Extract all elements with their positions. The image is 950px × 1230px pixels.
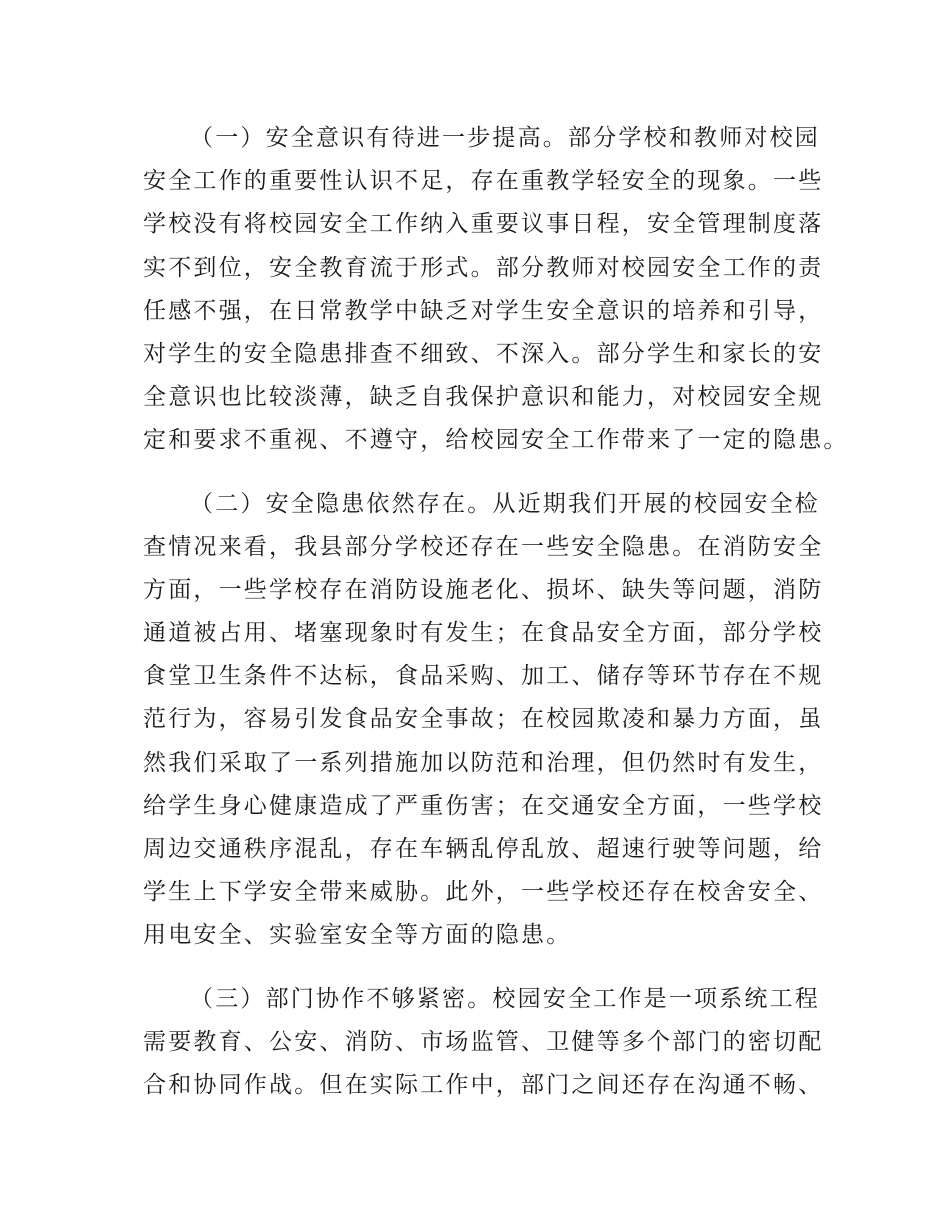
paragraph-line: 合和协同作战。但在实际工作中，部门之间还存在沟通不畅、	[143, 1071, 824, 1098]
paragraph-line: 定和要求不重视、不遵守，给校园安全工作带来了一定的隐患。	[143, 427, 849, 454]
paragraph-line: 通道被占用、堵塞现象时有发生；在食品安全方面，部分学校	[143, 620, 824, 647]
paragraph-line: （三）部门协作不够紧密。校园安全工作是一项系统工程	[190, 985, 820, 1012]
paragraph-line: 对学生的安全隐患排查不细致、不深入。部分学生和家长的安	[143, 340, 824, 367]
paragraph-line: 需要教育、公安、消防、市场监管、卫健等多个部门的密切配	[143, 1028, 824, 1055]
paragraph-line: 方面，一些学校存在消防设施老化、损坏、缺失等问题，消防	[143, 576, 824, 603]
paragraph-line: 查情况来看，我县部分学校还存在一些安全隐患。在消防安全	[143, 533, 824, 560]
paragraph-line: 实不到位，安全教育流于形式。部分教师对校园安全工作的责	[143, 254, 824, 281]
paragraph-line: 然我们采取了一系列措施加以防范和治理，但仍然时有发生，	[143, 749, 824, 776]
paragraph-line: 用电安全、实验室安全等方面的隐患。	[143, 922, 572, 949]
paragraph-line: 学校没有将校园安全工作纳入重要议事日程，安全管理制度落	[143, 211, 824, 238]
paragraph-line: （一）安全意识有待进一步提高。部分学校和教师对校园	[190, 125, 820, 151]
paragraph-line: 食堂卫生条件不达标，食品采购、加工、储存等环节存在不规	[143, 663, 824, 690]
paragraph-line: 范行为，容易引发食品安全事故；在校园欺凌和暴力方面，虽	[143, 706, 824, 733]
paragraph-line: 周边交通秩序混乱，存在车辆乱停乱放、超速行驶等问题，给	[143, 836, 824, 862]
paragraph-line: 全意识也比较淡薄，缺乏自我保护意识和能力，对校园安全规	[143, 384, 824, 411]
paragraph-department-coordination	[143, 978, 823, 1108]
paragraph-safety-awareness	[143, 117, 849, 463]
paragraph-line: 学生上下学安全带来威胁。此外，一些学校还存在校舍安全、	[143, 879, 824, 906]
paragraph-line: 给学生身心健康造成了严重伤害；在交通安全方面，一些学校	[143, 792, 824, 819]
document-body	[143, 117, 849, 1107]
paragraph-line: 安全工作的重要性认识不足，存在重教学轻安全的现象。一些	[143, 168, 824, 195]
paragraph-line: 任感不强，在日常教学中缺乏对学生安全意识的培养和引导，	[143, 297, 824, 324]
paragraph-line: （二）安全隐患依然存在。从近期我们开展的校园安全检	[190, 490, 820, 517]
paragraph-safety-hazards	[143, 483, 823, 958]
